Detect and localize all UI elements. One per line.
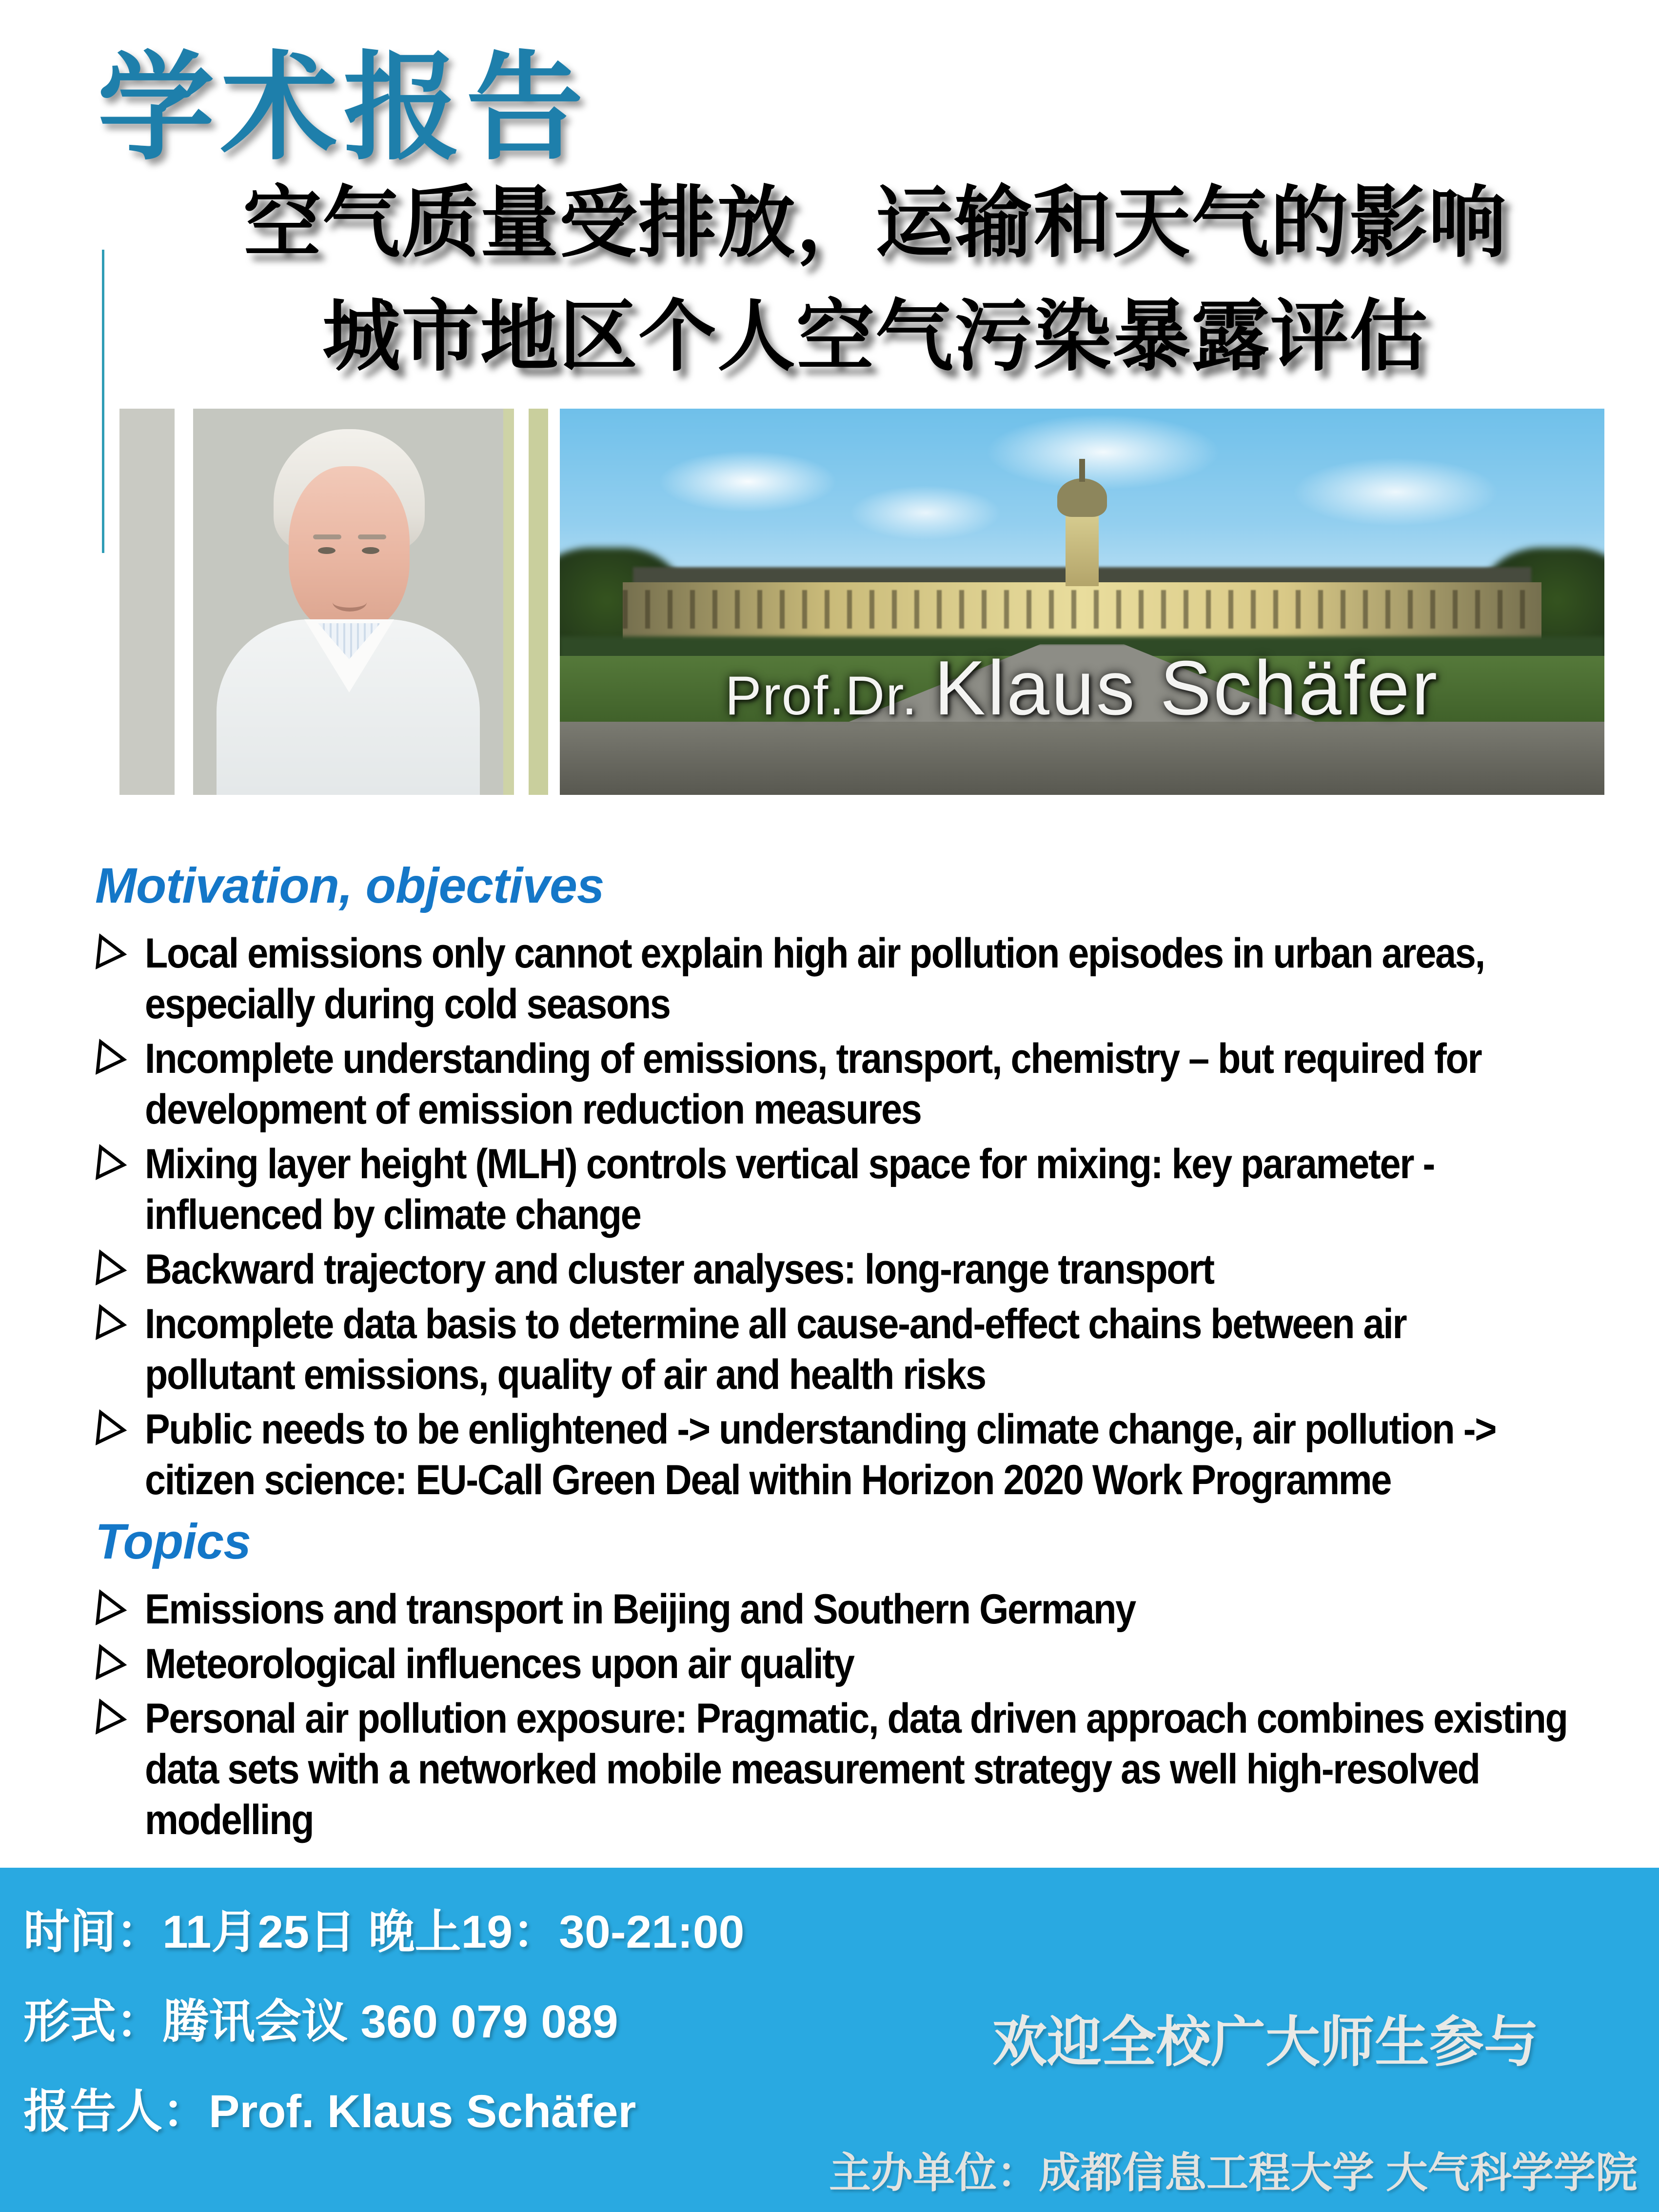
bullet-arrow-icon <box>93 1402 130 1451</box>
poster-title-line-2: 城市地区个人空气污染暴露评估 <box>322 293 1428 380</box>
banner-olive-stripe <box>503 409 514 795</box>
bullet-text-line: Emissions and transport in Beijing and Southern Germany <box>145 1586 1135 1633</box>
bullet-text-line: Meteorological influences upon air quality <box>145 1640 854 1687</box>
portrait-eyebrow <box>358 534 386 539</box>
bullet-text <box>145 1139 1434 1240</box>
bullet-text-line: especially during cold seasons <box>145 981 670 1027</box>
bullet-text-line: modelling <box>145 1797 314 1843</box>
bullet-text-line: Incomplete data basis to determine all cause-and-effect chains between air <box>145 1301 1406 1347</box>
footer-organizer-text: 主办单位：成都信息工程大学 大气科学学院 <box>829 2150 1638 2196</box>
palace-spire <box>1079 459 1086 482</box>
bullet-text <box>145 1033 1481 1135</box>
bullet-text <box>145 928 1484 1029</box>
bullet-arrow-icon <box>93 1582 130 1631</box>
bullet-text <box>145 1244 1214 1295</box>
portrait-eye <box>362 547 379 554</box>
bullet-arrow-icon <box>93 1692 130 1740</box>
accent-vertical-line <box>102 250 104 553</box>
banner-caption <box>560 644 1604 732</box>
bullet-text-line: data sets with a networked mobile measurement strategy as well high-resolved <box>145 1746 1480 1793</box>
bullet-text-line: influenced by climate change <box>145 1191 641 1238</box>
bullet-text <box>145 1404 1496 1505</box>
bullet-arrow-icon <box>93 1032 130 1081</box>
poster-title <box>95 166 1656 393</box>
bullet-text-line: Public needs to be enlightened -> understanding climate change, air pollution -> <box>145 1406 1496 1453</box>
bullet-item <box>95 1404 1612 1505</box>
portrait-eye <box>318 547 336 554</box>
palace-dome <box>1057 478 1107 517</box>
bullet-text-line: Incomplete understanding of emissions, transport, chemistry – but required for <box>145 1035 1481 1082</box>
bullet-text <box>145 1693 1567 1845</box>
bullet-text-line: Backward trajectory and cluster analyses: long-range transport <box>145 1246 1214 1293</box>
bullet-item <box>95 1139 1612 1240</box>
footer-speaker-line: 报告人：Prof. Klaus Schäfer <box>23 2086 636 2137</box>
section-heading: Motivation, objectives <box>95 858 604 913</box>
bullet-item <box>95 1033 1612 1135</box>
bullet-item <box>95 1299 1612 1400</box>
footer-welcome-text: 欢迎全校广大师生参与 <box>992 2012 1539 2073</box>
footer-bar <box>0 1868 1659 2212</box>
bullet-text-line: Local emissions only cannot explain high air pollution episodes in urban areas, <box>145 930 1484 977</box>
bullet-arrow-icon <box>93 927 130 975</box>
bullet-item <box>95 1584 1612 1635</box>
bullet-arrow-icon <box>93 1243 130 1291</box>
palace-tower <box>1066 509 1099 586</box>
speaker-portrait-photo <box>193 409 503 795</box>
bullet-text <box>145 1639 854 1689</box>
bullet-text-line: citizen science: EU-Call Green Deal within Horizon 2020 Work Programme <box>145 1457 1391 1503</box>
section-heading: Topics <box>95 1514 251 1569</box>
bullet-item <box>95 1693 1612 1845</box>
bullet-item <box>95 1244 1612 1295</box>
footer-format-line: 形式：腾讯会议 360 079 089 <box>23 1996 618 2048</box>
banner-caption-name: Klaus Schäfer <box>934 645 1440 731</box>
bullet-arrow-icon <box>93 1137 130 1186</box>
bullet-arrow-icon <box>93 1637 130 1686</box>
bullet-arrow-icon <box>93 1297 130 1346</box>
bullet-text-line: Personal air pollution exposure: Pragmatic, data driven approach combines existing <box>145 1695 1567 1742</box>
portrait-eyebrow <box>313 534 341 539</box>
portrait-smile <box>333 593 367 612</box>
banner-gray-panel <box>119 409 175 795</box>
poster-kicker: 学术报告 <box>98 42 590 173</box>
bullet-text-line: development of emission reduction measures <box>145 1086 921 1133</box>
footer-time-line: 时间：11月25日 晚上19：30-21:00 <box>23 1906 745 1958</box>
bullet-text-line: Mixing layer height (MLH) controls vertical space for mixing: key parameter - <box>145 1141 1434 1187</box>
palace-windows <box>623 590 1542 629</box>
banner-caption-prefix: Prof.Dr. <box>725 665 934 727</box>
bullet-item <box>95 1639 1612 1689</box>
bullet-text <box>145 1299 1406 1400</box>
content-sections <box>95 857 1612 1849</box>
bullet-text <box>145 1584 1135 1635</box>
bullet-item <box>95 928 1612 1029</box>
poster-title-line-1: 空气质量受排放，运输和天气的影响 <box>243 179 1507 266</box>
banner-olive-stripe <box>529 409 548 795</box>
bullet-text-line: pollutant emissions, quality of air and health risks <box>145 1351 986 1398</box>
palace-photo <box>560 409 1604 795</box>
